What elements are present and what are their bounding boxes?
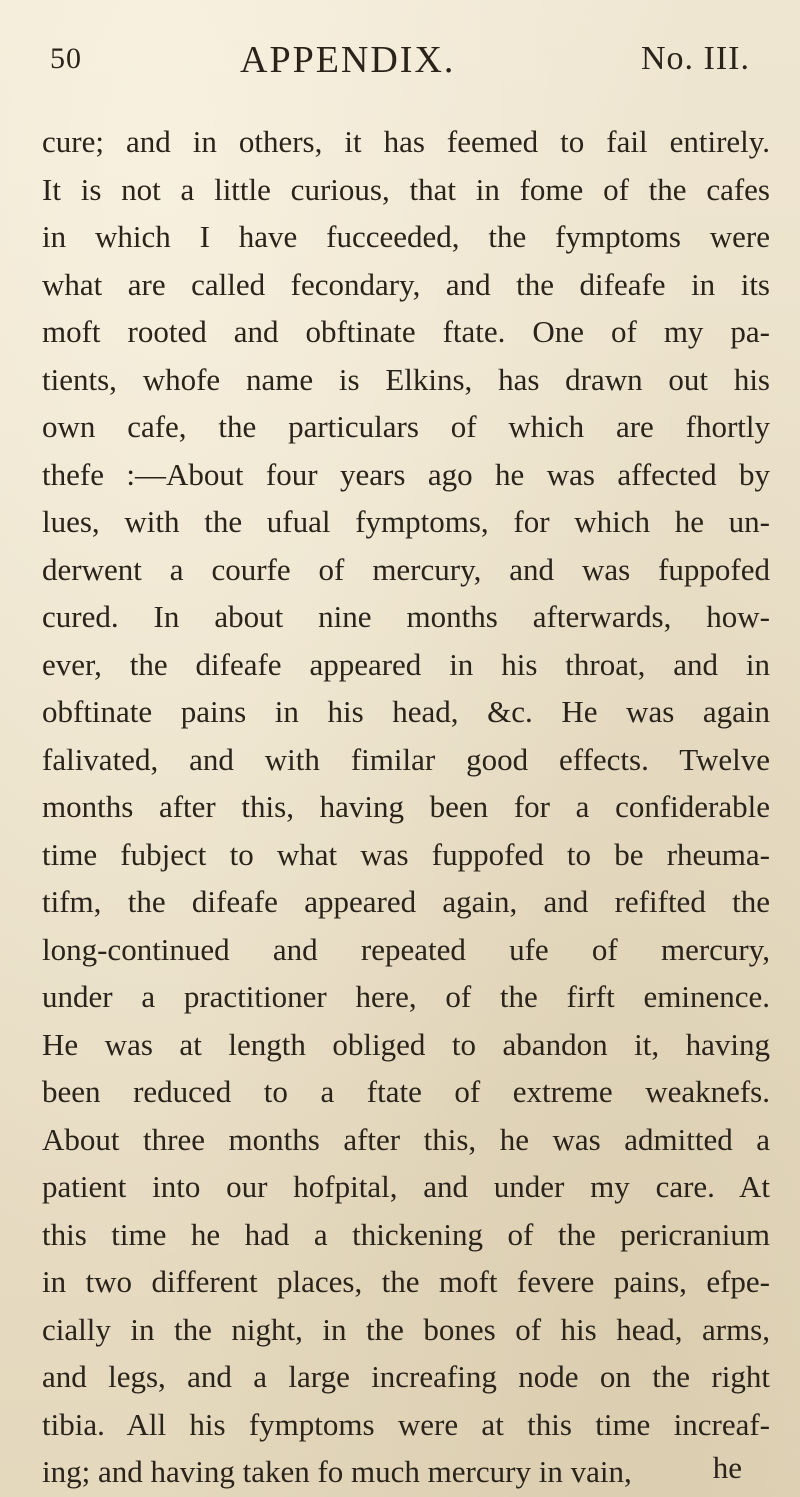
body-text: [42, 118, 770, 1496]
text-line: own cafe, the particulars of which are fhortly: [42, 409, 770, 444]
text-line: patient into our hofpital, and under my care. At: [42, 1169, 770, 1204]
running-head: APPENDIX.: [240, 39, 456, 81]
text-line: time fubject to what was fuppofed to be rheuma-: [42, 836, 770, 872]
text-line: moft rooted and obftinate ftate. One of my pa-: [42, 314, 770, 349]
section-number: No. III.: [640, 40, 750, 77]
text-line: derwent a courfe of mercury, and was fuppofed: [42, 551, 770, 587]
text-line: thefe :—About four years ago he was affected by: [42, 456, 770, 492]
text-line: months after this, having been for a confiderable: [42, 789, 770, 824]
text-line: tients, whofe name is Elkins, has drawn out his: [42, 361, 770, 397]
text-line: About three months after this, he was admitted a: [42, 1121, 770, 1157]
text-line: He was at length obliged to abandon it, having: [42, 1026, 770, 1062]
text-line: this time he had a thickening of the pericranium: [42, 1216, 770, 1252]
page-number: 50: [50, 42, 82, 75]
catchword: he: [712, 1450, 742, 1485]
text-line: ever, the difeafe appeared in his throat, and in: [42, 646, 770, 682]
page-header: [50, 38, 750, 88]
text-line: tibia. All his fymptoms were at this time increaf-: [42, 1406, 770, 1442]
text-line: under a practitioner here, of the firft eminence.: [42, 979, 770, 1014]
text-line: in which I have fucceeded, the fymptoms were: [42, 219, 770, 254]
text-line: long-continued and repeated ufe of mercury,: [42, 931, 770, 967]
text-line: what are called fecondary, and the difeafe in its: [42, 266, 770, 302]
text-line: It is not a little curious, that in fome of the cafes: [42, 171, 770, 207]
text-line: obftinate pains in his head, &c. He was again: [42, 694, 770, 729]
text-line: tifm, the difeafe appeared again, and refifted the: [42, 884, 770, 919]
text-line: in two different places, the moft fevere pains, efpe-: [42, 1264, 770, 1299]
text-line: cured. In about nine months afterwards, how-: [42, 599, 770, 634]
text-line: falivated, and with fimilar good effects. Twelve: [42, 741, 770, 777]
text-line: ing; and having taken fo much mercury in vain,: [42, 1454, 632, 1489]
text-line: cially in the night, in the bones of his head, arms,: [42, 1311, 770, 1347]
text-line: cure; and in others, it has feemed to fail entirely.: [42, 124, 770, 159]
text-line: and legs, and a large increafing node on the right: [42, 1359, 770, 1394]
text-line: lues, with the ufual fymptoms, for which he un-: [42, 504, 770, 539]
text-line: been reduced to a ftate of extreme weaknefs.: [42, 1074, 770, 1109]
